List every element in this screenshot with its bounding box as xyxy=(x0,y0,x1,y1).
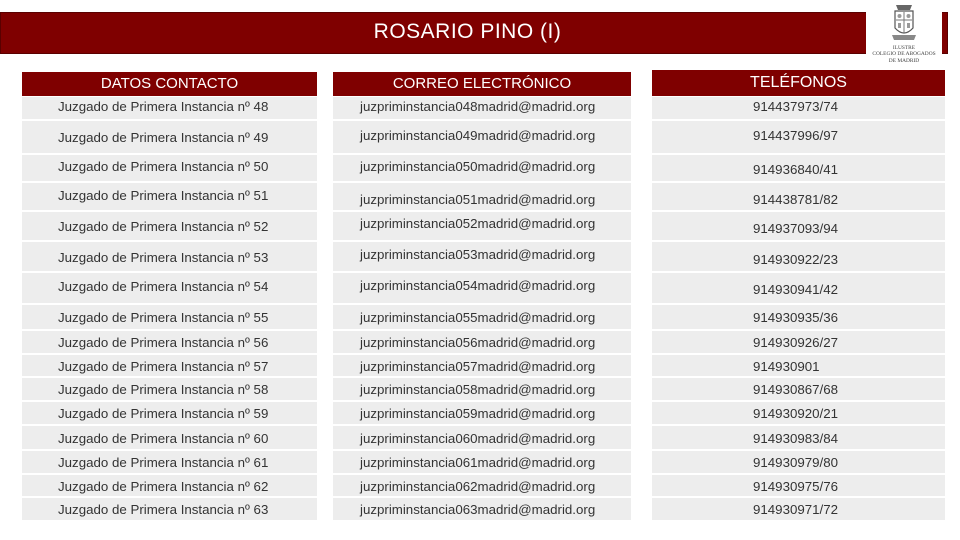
cell-court: Juzgado de Primera Instancia nº 51 xyxy=(22,183,317,212)
cell-court: Juzgado de Primera Instancia nº 55 xyxy=(22,305,317,331)
logo xyxy=(866,2,942,68)
bar-association-crest-icon xyxy=(866,2,942,46)
cell-email: juzpriminstancia058madrid@madrid.org xyxy=(333,378,631,402)
logo-caption: ILUSTRE COLEGIO DE ABOGADOS DE MADRID xyxy=(872,45,936,64)
column-header-phones: TELÉFONOS xyxy=(652,70,945,96)
cell-phone: 914930926/27 xyxy=(652,331,945,355)
cell-email: juzpriminstancia057madrid@madrid.org xyxy=(333,355,631,378)
cell-court: Juzgado de Primera Instancia nº 48 xyxy=(22,97,317,121)
cell-email: juzpriminstancia055madrid@madrid.org xyxy=(333,305,631,331)
cell-phone: 914930920/21 xyxy=(652,402,945,426)
cell-phone: 914437973/74 xyxy=(652,97,945,121)
cell-email: juzpriminstancia059madrid@madrid.org xyxy=(333,402,631,426)
cell-court: Juzgado de Primera Instancia nº 58 xyxy=(22,378,317,402)
cell-phone: 914930941/42 xyxy=(652,273,945,305)
cell-court: Juzgado de Primera Instancia nº 63 xyxy=(22,498,317,522)
cell-court: Juzgado de Primera Instancia nº 54 xyxy=(22,273,317,305)
cell-email: juzpriminstancia063madrid@madrid.org xyxy=(333,498,631,522)
column-header-email: CORREO ELECTRÓNICO xyxy=(333,72,631,96)
cell-phone: 914438781/82 xyxy=(652,183,945,212)
cell-phone: 914930901 xyxy=(652,355,945,378)
cell-phone: 914930922/23 xyxy=(652,242,945,273)
cell-court: Juzgado de Primera Instancia nº 49 xyxy=(22,121,317,155)
cell-email: juzpriminstancia061madrid@madrid.org xyxy=(333,451,631,475)
cell-email: juzpriminstancia056madrid@madrid.org xyxy=(333,331,631,355)
cell-court: Juzgado de Primera Instancia nº 62 xyxy=(22,475,317,498)
cell-phone: 914437996/97 xyxy=(652,121,945,155)
cell-email: juzpriminstancia054madrid@madrid.org xyxy=(333,273,631,305)
cell-email: juzpriminstancia048madrid@madrid.org xyxy=(333,97,631,121)
cell-court: Juzgado de Primera Instancia nº 60 xyxy=(22,426,317,451)
cell-court: Juzgado de Primera Instancia nº 52 xyxy=(22,212,317,242)
cell-court: Juzgado de Primera Instancia nº 50 xyxy=(22,155,317,183)
column-header-contact: DATOS CONTACTO xyxy=(22,72,317,96)
cell-phone: 914930867/68 xyxy=(652,378,945,402)
cell-email: juzpriminstancia049madrid@madrid.org xyxy=(333,121,631,155)
cell-phone: 914936840/41 xyxy=(652,155,945,183)
cell-phone: 914930979/80 xyxy=(652,451,945,475)
cell-phone: 914930983/84 xyxy=(652,426,945,451)
cell-email: juzpriminstancia062madrid@madrid.org xyxy=(333,475,631,498)
cell-phone: 914930975/76 xyxy=(652,475,945,498)
page-title: ROSARIO PINO (I) xyxy=(373,20,562,43)
cell-phone: 914937093/94 xyxy=(652,212,945,242)
cell-email: juzpriminstancia060madrid@madrid.org xyxy=(333,426,631,451)
cell-email: juzpriminstancia053madrid@madrid.org xyxy=(333,242,631,273)
cell-phone: 914930935/36 xyxy=(652,305,945,331)
cell-court: Juzgado de Primera Instancia nº 53 xyxy=(22,242,317,273)
cell-email: juzpriminstancia051madrid@madrid.org xyxy=(333,183,631,212)
cell-court: Juzgado de Primera Instancia nº 57 xyxy=(22,355,317,378)
cell-court: Juzgado de Primera Instancia nº 61 xyxy=(22,451,317,475)
cell-court: Juzgado de Primera Instancia nº 56 xyxy=(22,331,317,355)
cell-email: juzpriminstancia052madrid@madrid.org xyxy=(333,212,631,242)
cell-email: juzpriminstancia050madrid@madrid.org xyxy=(333,155,631,183)
cell-phone: 914930971/72 xyxy=(652,498,945,522)
cell-court: Juzgado de Primera Instancia nº 59 xyxy=(22,402,317,426)
